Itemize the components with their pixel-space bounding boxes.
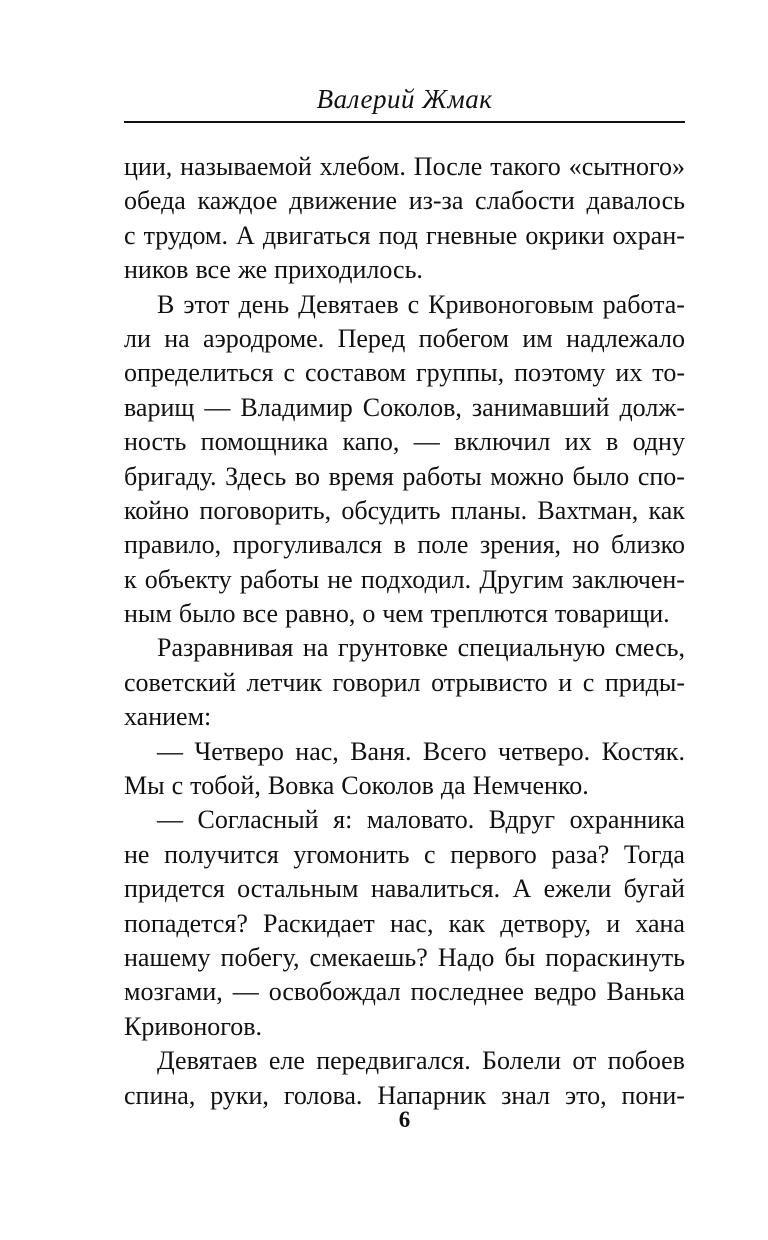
page-number: 6 <box>398 1107 411 1132</box>
paragraph <box>124 803 685 1044</box>
text-line: варищ — Владимир Соколов, занимавший долж- <box>124 392 685 422</box>
text-line: Мы с тобой, Вовка Соколов да Немченко. <box>124 771 589 801</box>
text-line: к объекту работы не подходил. Другим заключен- <box>124 564 685 594</box>
paragraph <box>124 288 685 632</box>
text-line: ции, называемой хлебом. После такого «сытного» <box>124 152 685 181</box>
text-line: Разравнивая на грунтовке специальную смесь, <box>157 633 685 663</box>
text-line: ным было все равно, о чем треплются товарищи. <box>124 599 670 629</box>
paragraph <box>124 631 685 734</box>
text-line: мозгами, — освобождал последнее ведро Ванька <box>124 977 685 1007</box>
text-line: правило, прогуливался в поле зрения, но близко <box>124 530 685 560</box>
text-line: — Согласный я: маловато. Вдруг охранника <box>157 805 685 835</box>
text-line: ли на аэродроме. Перед побегом им надлежало <box>124 323 685 353</box>
text-line: бригаду. Здесь во время работы можно было спо- <box>124 461 685 491</box>
text-line: Девятаев еле передвигался. Болели от побоев <box>157 1046 685 1076</box>
paragraph <box>124 1044 685 1113</box>
text-line: ность помощника капо, — включил их в одну <box>124 427 685 457</box>
running-head-author: Валерий Жмак <box>316 84 493 114</box>
text-line: не получится угомонить с первого раза? Тогда <box>124 839 685 869</box>
text-line: определиться с составом группы, поэтому их то- <box>124 358 685 388</box>
text-line: попадется? Раскидает нас, как детвору, и хана <box>124 908 685 938</box>
text-line: придется остальным навалиться. А ежели бугай <box>124 874 685 904</box>
text-line: — Четверо нас, Ваня. Всего четверо. Костяк. <box>157 736 685 766</box>
paragraph <box>124 150 685 288</box>
text-line: Кривоногов. <box>124 1011 263 1041</box>
paragraph <box>124 735 685 804</box>
header-rule <box>124 121 685 123</box>
text-line: ханием: <box>124 702 212 732</box>
body-text <box>124 150 685 1113</box>
text-line: ников все же приходилось. <box>124 255 423 285</box>
text-line: спина, руки, голова. Напарник знал это, пони- <box>124 1080 685 1110</box>
text-line: В этот день Девятаев с Кривоноговым работа- <box>157 289 685 319</box>
text-line: обеда каждое движение из-за слабости давалось <box>124 186 685 216</box>
text-line: нашему побегу, смекаешь? Надо бы пораскинуть <box>124 942 685 972</box>
text-line: советский летчик говорил отрывисто и с приды- <box>124 667 685 697</box>
text-line: с трудом. А двигаться под гневные окрики охран- <box>124 220 685 250</box>
text-line: койно поговорить, обсудить планы. Вахтман, как <box>124 495 685 525</box>
